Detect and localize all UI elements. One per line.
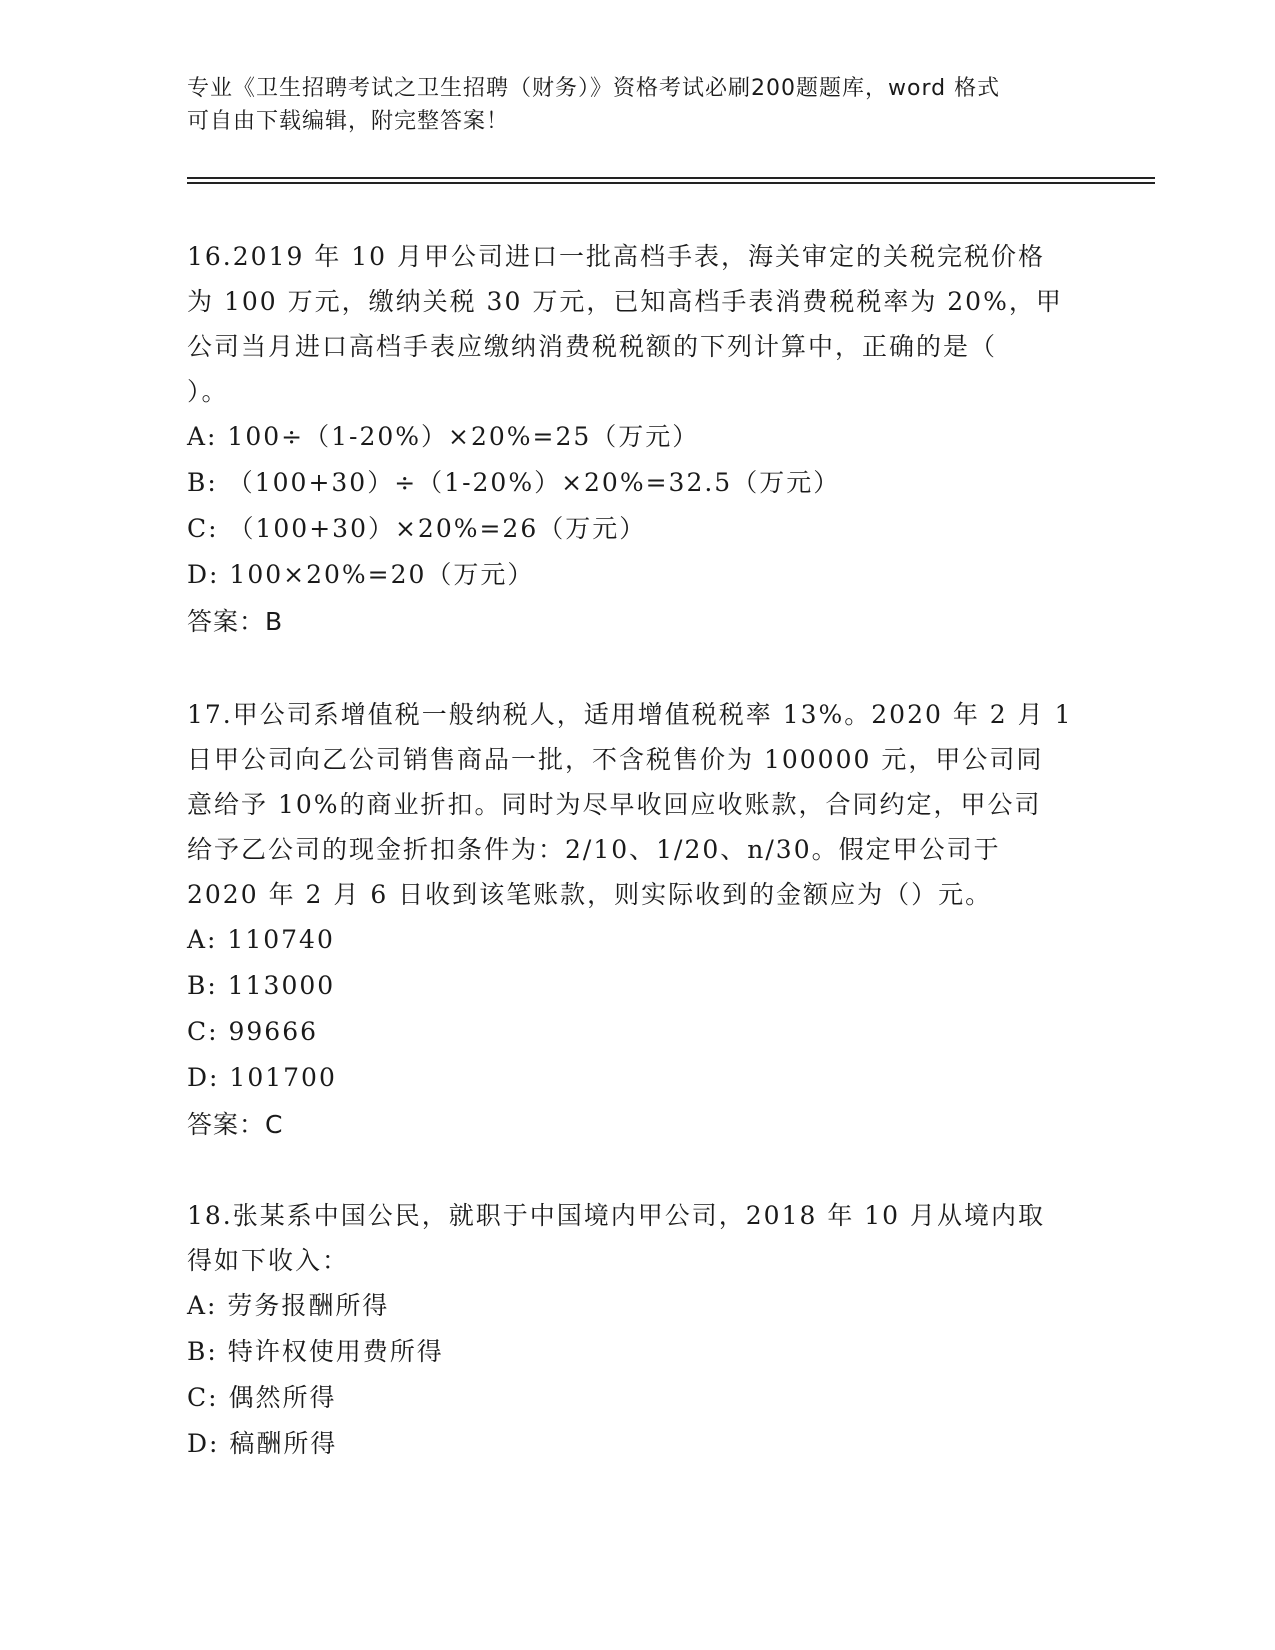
option-b: B: 特许权使用费所得 (187, 1337, 444, 1366)
answer-label: 答案：C (187, 1110, 284, 1139)
option-a: A: 劳务报酬所得 (187, 1291, 390, 1320)
header-divider (187, 177, 1155, 179)
option-d: D: 101700 (187, 1063, 337, 1092)
option-b: B: 113000 (187, 971, 336, 1000)
question-18 (187, 1193, 1087, 1467)
question-text-line: 18.张某系中国公民，就职于中国境内甲公司，2018 年 10 月从境内取 (187, 1201, 1046, 1230)
option-d: D: 100×20%=20（万元） (187, 560, 535, 589)
option-a: A: 100÷（1-20%）×20%=25（万元） (187, 422, 700, 451)
question-text-line: 16.2019 年 10 月甲公司进口一批高档手表，海关审定的关税完税价格 (187, 242, 1046, 271)
header-line: 可自由下载编辑，附完整答案！ (187, 109, 510, 134)
question-text-line: 日甲公司向乙公司销售商品一批，不含税售价为 100000 元，甲公司同 (187, 745, 1044, 774)
option-c: C: 偶然所得 (187, 1383, 337, 1412)
question-17 (187, 692, 1087, 1149)
question-text-line: 17.甲公司系增值税一般纳税人，适用增值税税率 13%。2020 年 2 月 1 (187, 700, 1073, 729)
question-text-line: 为 100 万元，缴纳关税 30 万元，已知高档手表消费税税率为 20%，甲 (187, 287, 1063, 316)
question-text-line: 意给予 10%的商业折扣。同时为尽早收回应收账款，合同约定，甲公司 (187, 790, 1042, 819)
question-text-line: ）。 (187, 377, 229, 406)
option-c: C: （100+30）×20%=26（万元） (187, 514, 647, 543)
question-16 (187, 234, 1087, 646)
header-line: 专业《卫生招聘考试之卫生招聘（财务）》资格考试必刷200题题库，word 格式 (187, 76, 1001, 101)
document-header (187, 72, 1067, 138)
option-b: B: （100+30）÷（1-20%）×20%=32.5（万元） (187, 468, 841, 497)
question-text-line: 公司当月进口高档手表应缴纳消费税税额的下列计算中，正确的是（ (187, 332, 998, 361)
option-d: D: 稿酬所得 (187, 1429, 338, 1458)
answer-label: 答案：B (187, 607, 284, 636)
option-c: C: 99666 (187, 1017, 319, 1046)
question-text-line: 2020 年 2 月 6 日收到该笔账款，则实际收到的金额应为（）元。 (187, 880, 993, 909)
question-text-line: 给予乙公司的现金折扣条件为：2/10、1/20、n/30。假定甲公司于 (187, 835, 1001, 864)
question-text-line: 得如下收入： (187, 1246, 350, 1275)
option-a: A: 110740 (187, 925, 335, 954)
header-divider (187, 182, 1155, 184)
